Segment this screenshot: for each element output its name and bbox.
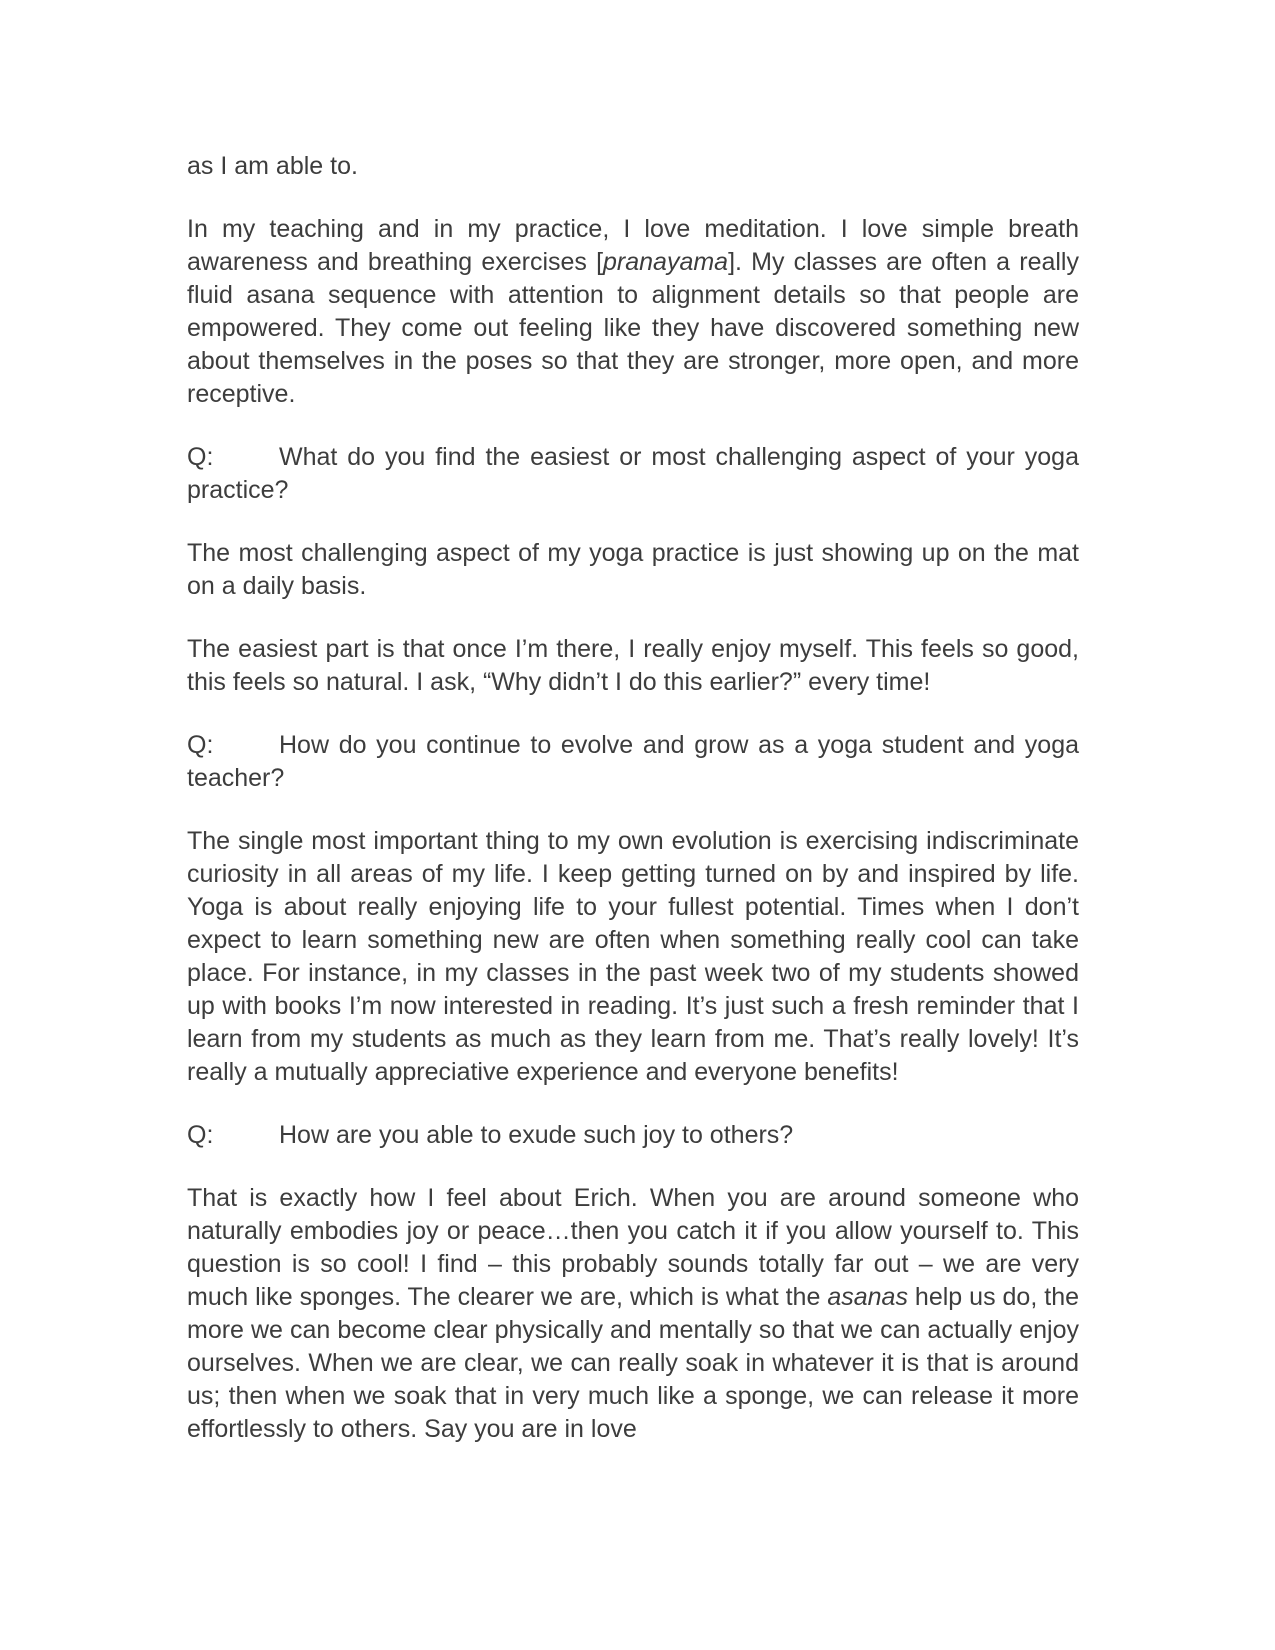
- question-easiest-challenging: [187, 441, 1079, 507]
- answer-easiest: The easiest part is that once I’m there, I really enjoy myself. This feels so good, this feels so natural. I ask, “Why didn’t I do this earlier?” every time!: [187, 635, 1079, 696]
- question-label: Q:: [187, 443, 214, 471]
- question-evolve-grow: [187, 729, 1079, 795]
- paragraph-text: In my teaching and in my practice, I love meditation. I love simple breath awareness and breathing exercises [: [187, 215, 1079, 276]
- question-exude-joy: [187, 1119, 1079, 1152]
- paragraph-text: ]. My classes are often a really fluid asana sequence with attention to alignment details so that people are empowered. They come out feeling like they have discovered something new about themselves in the poses so that they are stronger, more open, and more receptive.: [187, 248, 1079, 408]
- paragraph-text: help us do, the more we can become clear physically and mentally so that we can actually enjoy ourselves. When we are clear, we can really soak in whatever it is that is around us; then when we soak that in very much like a sponge, we can release it more effortlessly to others. Say you are in love: [187, 1283, 1080, 1443]
- answer-joy: [187, 1182, 1079, 1446]
- paragraph-teaching: [187, 213, 1079, 411]
- question-text: How are you able to exude such joy to others?: [279, 1121, 794, 1149]
- emphasis-term: asanas: [827, 1283, 908, 1311]
- paragraph-text: That is exactly how I feel about Erich. When you are around someone who naturally embodies joy or peace…then you catch it if you allow yourself to. This question is so cool! I find – this probably sounds totally far out – we are very much like sponges. The clearer we are, which is what the: [187, 1184, 1079, 1311]
- emphasis-term: pranayama: [603, 248, 729, 276]
- question-label: Q:: [187, 1121, 214, 1149]
- document-page: [187, 150, 1079, 1476]
- paragraph-continuation: as I am able to.: [187, 152, 358, 180]
- question-label: Q:: [187, 731, 214, 759]
- question-text: What do you find the easiest or most challenging aspect of your yoga practice?: [187, 443, 1079, 504]
- question-text: How do you continue to evolve and grow as a yoga student and yoga teacher?: [187, 731, 1079, 792]
- answer-challenging: The most challenging aspect of my yoga practice is just showing up on the mat on a daily basis.: [187, 539, 1079, 600]
- answer-evolution: The single most important thing to my own evolution is exercising indiscriminate curiosity in all areas of my life. I keep getting turned on by and inspired by life. Yoga is about really enjoying life to your fullest potential. Times when I don’t expect to learn something new are often when something really cool can take place. For instance, in my classes in the past week two of my students showed up with books I’m now interested in reading. It’s just such a fresh reminder that I learn from my students as much as they learn from me. That’s really lovely! It’s really a mutually appreciative experience and everyone benefits!: [187, 827, 1079, 1086]
